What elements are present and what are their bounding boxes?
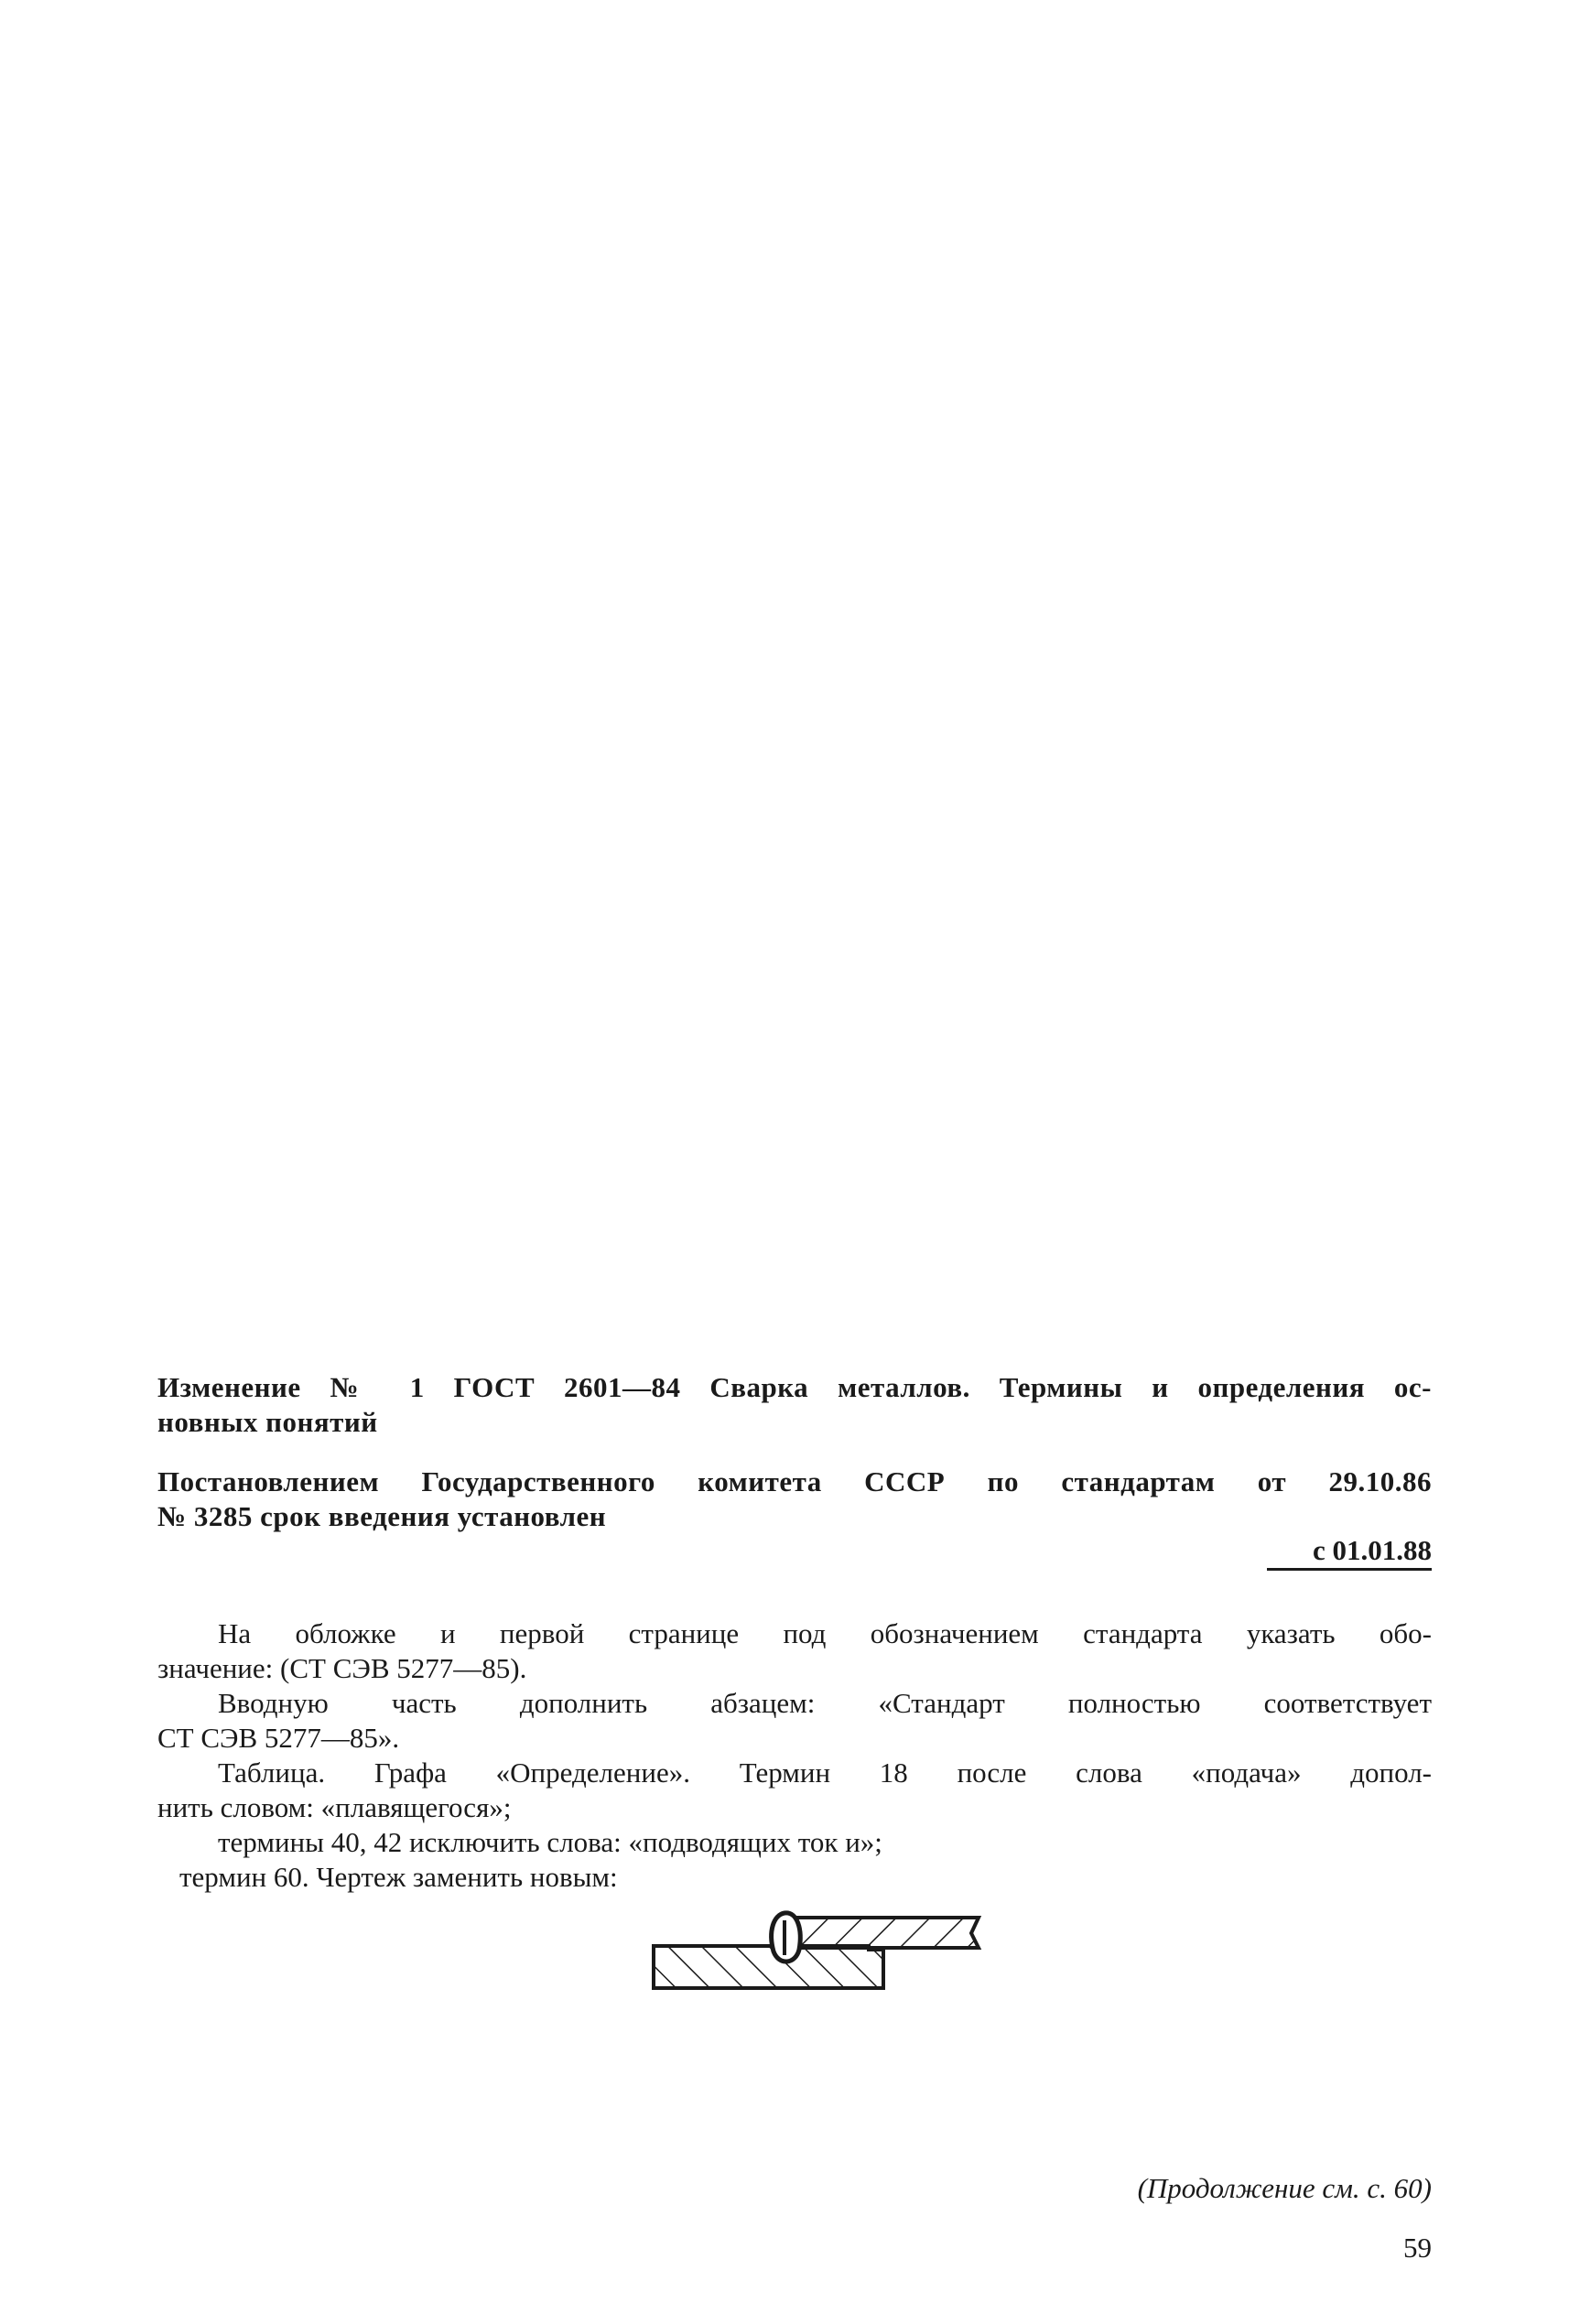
decree-line-1: Постановлением Государственного комитета СССР по стандартам от 29.10.86 xyxy=(157,1465,1432,1497)
decree-line-2: № 3285 срок введения установлен xyxy=(157,1500,607,1532)
decree-statement xyxy=(157,1465,1432,1534)
paragraph-1-line-1: На обложке и первой странице под обозначением стандарта указать обо- xyxy=(218,1617,1432,1649)
change-title-line-1: Изменение № 1 ГОСТ 2601—84 Сварка металлов. Термины и определения ос- xyxy=(157,1371,1432,1403)
continuation-note: (Продолжение см. с. 60) xyxy=(1137,2172,1432,2204)
lower-plate xyxy=(654,1946,883,1988)
paragraph-4: термины 40, 42 исключить слова: «подводящих ток и»; xyxy=(218,1826,882,1858)
weld-nugget xyxy=(772,1913,801,1962)
paragraph-3-line-2: нить словом: «плавящегося»; xyxy=(157,1791,512,1823)
change-title-line-2: новных понятий xyxy=(157,1406,378,1438)
paragraph-5: термин 60. Чертеж заменить новым: xyxy=(179,1861,618,1893)
paragraph-3-line-1: Таблица. Графа «Определение». Термин 18 после слова «подача» допол- xyxy=(218,1757,1432,1789)
upper-plate xyxy=(777,1918,979,1948)
change-title xyxy=(157,1370,1432,1440)
amendment-body xyxy=(157,1616,1432,1895)
page-number: 59 xyxy=(1403,2232,1432,2264)
paragraph-1-line-2: значение: (СТ СЭВ 5277—85). xyxy=(157,1652,527,1684)
paragraph-2-line-2: СТ СЭВ 5277—85». xyxy=(157,1722,400,1754)
weld-joint-drawing xyxy=(649,1895,997,2000)
effective-date: с 01.01.88 xyxy=(1267,1533,1432,1571)
paragraph-2-line-1: Вводную часть дополнить абзацем: «Стандарт полностью соответствует xyxy=(218,1687,1432,1719)
